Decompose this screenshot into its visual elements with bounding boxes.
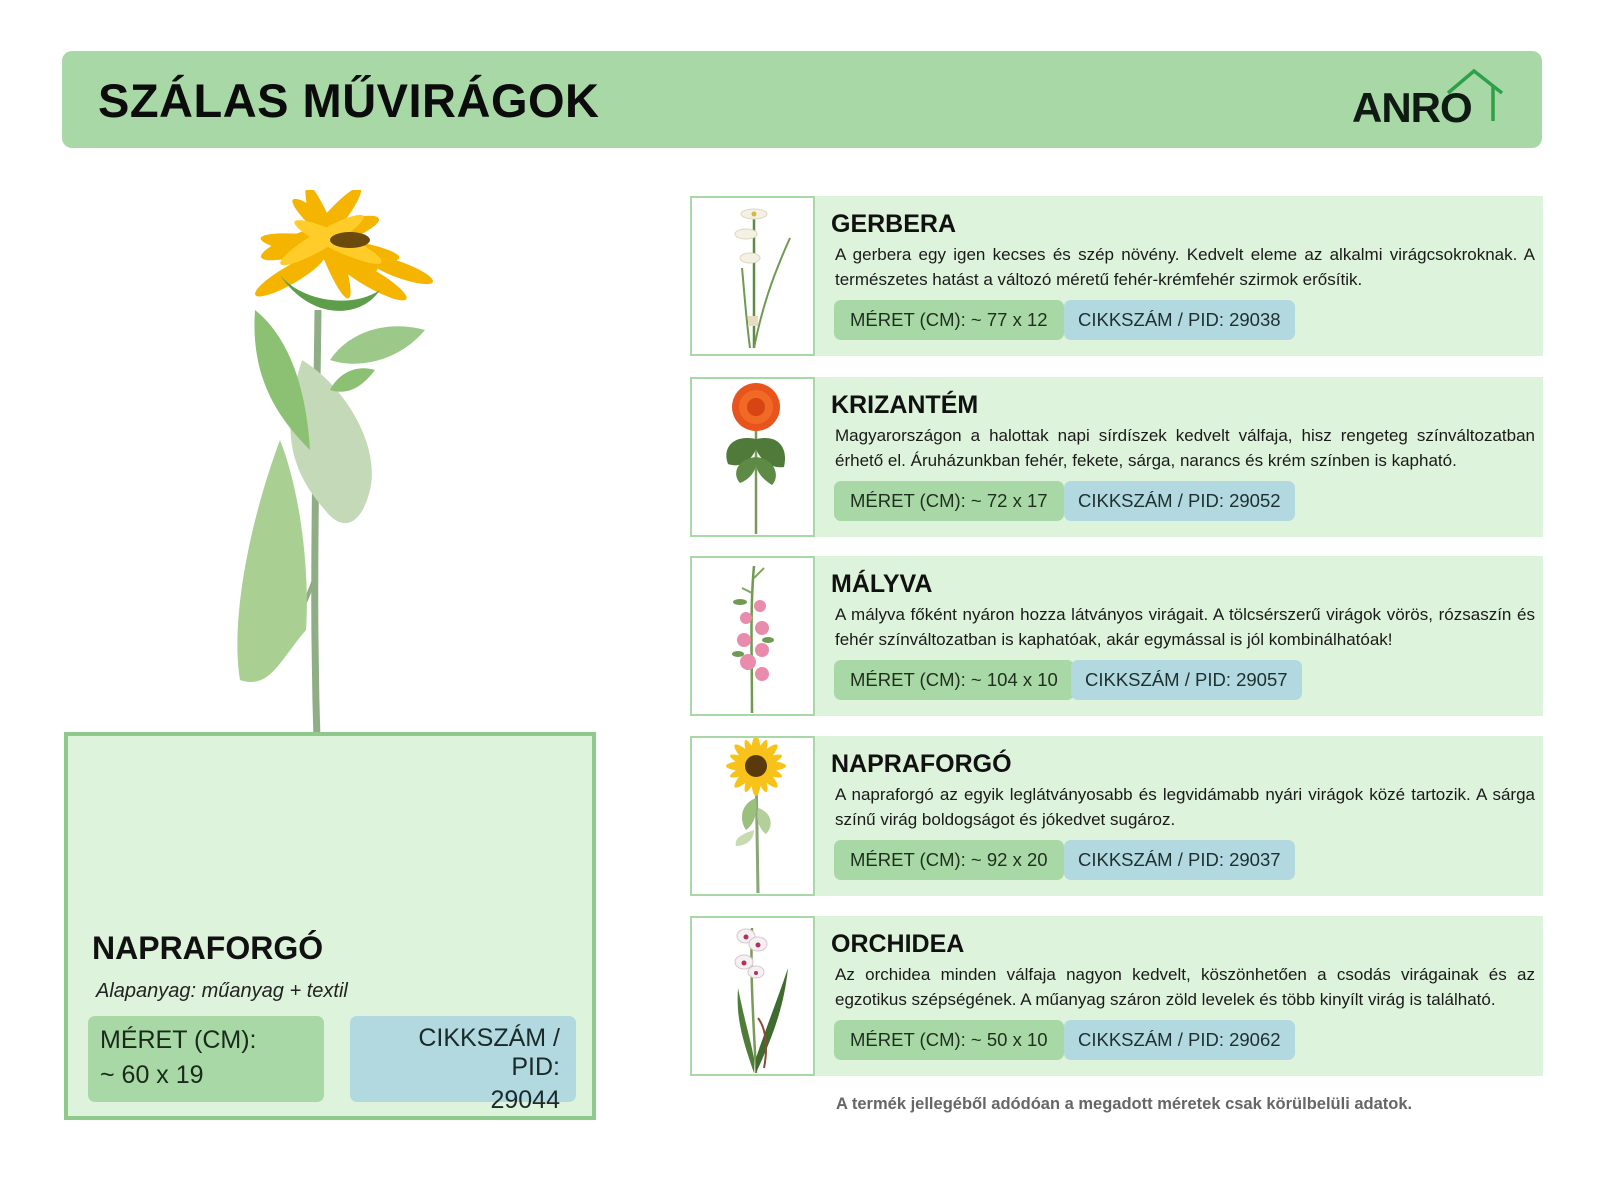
pid-badge: CIKKSZÁM / PID: 29057 bbox=[1071, 660, 1302, 700]
featured-pid-value: 29044 bbox=[490, 1086, 560, 1114]
pink-mallow-icon bbox=[692, 558, 817, 718]
white-gerbera-icon bbox=[692, 198, 817, 358]
product-name: KRIZANTÉM bbox=[831, 391, 979, 419]
size-badge: MÉRET (CM): ~ 92 x 20 bbox=[834, 840, 1064, 880]
product-thumbnail bbox=[690, 196, 815, 356]
footnote: A termék jellegéből adódóan a megadott méretek csak körülbelüli adatok. bbox=[836, 1095, 1413, 1113]
size-badge: MÉRET (CM): ~ 50 x 10 bbox=[834, 1020, 1064, 1060]
pid-badge: CIKKSZÁM / PID: 29062 bbox=[1064, 1020, 1295, 1060]
product-thumbnail bbox=[690, 736, 815, 896]
anro-logo bbox=[1352, 67, 1512, 131]
logo-text: ANRO bbox=[1352, 84, 1472, 131]
product-card bbox=[690, 196, 1543, 356]
product-name: NAPRAFORGÓ bbox=[831, 750, 1012, 778]
product-description: Magyarországon a halottak napi sírdíszek kedvelt válfaja, hisz rengeteg színváltozatban érhető el. Áruházunkban fehér, fekete, sárga, narancs és krém színben is kapható. bbox=[835, 426, 1535, 470]
page-title: SZÁLAS MŰVIRÁGOK bbox=[98, 74, 600, 127]
featured-size-value: ~ 60 x 19 bbox=[100, 1061, 204, 1089]
product-description: Az orchidea minden válfaja nagyon kedvelt, köszönhetően a csodás virágainak és az egzotikus szépségének. A műanyag száron zöld levelek és több kinyílt virág is található. bbox=[835, 965, 1535, 1009]
header-banner bbox=[62, 51, 1542, 148]
size-badge: MÉRET (CM): ~ 104 x 10 bbox=[834, 660, 1074, 700]
product-description: A napraforgó az egyik leglátványosabb és legvidámabb nyári virágok közé tartozik. A sárga színű virág boldogságot és jókedvet sugároz. bbox=[835, 785, 1535, 829]
featured-size-label: MÉRET (CM): bbox=[100, 1026, 257, 1054]
featured-product-name: NAPRAFORGÓ bbox=[92, 930, 324, 966]
white-orchid-icon bbox=[692, 918, 817, 1078]
product-thumbnail bbox=[690, 916, 815, 1076]
product-card bbox=[690, 556, 1543, 716]
featured-product-card bbox=[64, 732, 596, 1120]
featured-size-badge bbox=[88, 1016, 324, 1102]
size-badge: MÉRET (CM): ~ 72 x 17 bbox=[834, 481, 1064, 521]
sunflower-icon bbox=[692, 738, 817, 898]
product-card bbox=[690, 916, 1543, 1076]
featured-pid-badge bbox=[350, 1016, 576, 1114]
pid-badge: CIKKSZÁM / PID: 29037 bbox=[1064, 840, 1295, 880]
product-description: A mályva főként nyáron hozza látványos virágait. A tölcsérszerű virágok vörös, rózsaszín és fehér színváltozatban is kaphatóak, akár egymással is jól kombinálhatóak! bbox=[835, 605, 1535, 649]
featured-product-material: Alapanyag: műanyag + textil bbox=[96, 980, 348, 1002]
orange-chrysanthemum-icon bbox=[692, 379, 817, 539]
sunflower-head-icon bbox=[251, 190, 436, 311]
product-card bbox=[690, 377, 1543, 537]
featured-pid-label: CIKKSZÁM / PID: bbox=[418, 1024, 560, 1081]
product-name: GERBERA bbox=[831, 210, 957, 238]
pid-badge: CIKKSZÁM / PID: 29052 bbox=[1064, 481, 1295, 521]
product-name: ORCHIDEA bbox=[831, 930, 965, 958]
product-description: A gerbera egy igen kecses és szép növény. Kedvelt eleme az alkalmi virágcsokroknak. A természetes hatást a változó méretű fehér-krémfehér szirmok erősítik. bbox=[835, 245, 1535, 289]
size-badge: MÉRET (CM): ~ 77 x 12 bbox=[834, 300, 1064, 340]
product-thumbnail bbox=[690, 556, 815, 716]
product-name: MÁLYVA bbox=[831, 570, 933, 598]
product-card bbox=[690, 736, 1543, 896]
product-thumbnail bbox=[690, 377, 815, 537]
pid-badge: CIKKSZÁM / PID: 29038 bbox=[1064, 300, 1295, 340]
